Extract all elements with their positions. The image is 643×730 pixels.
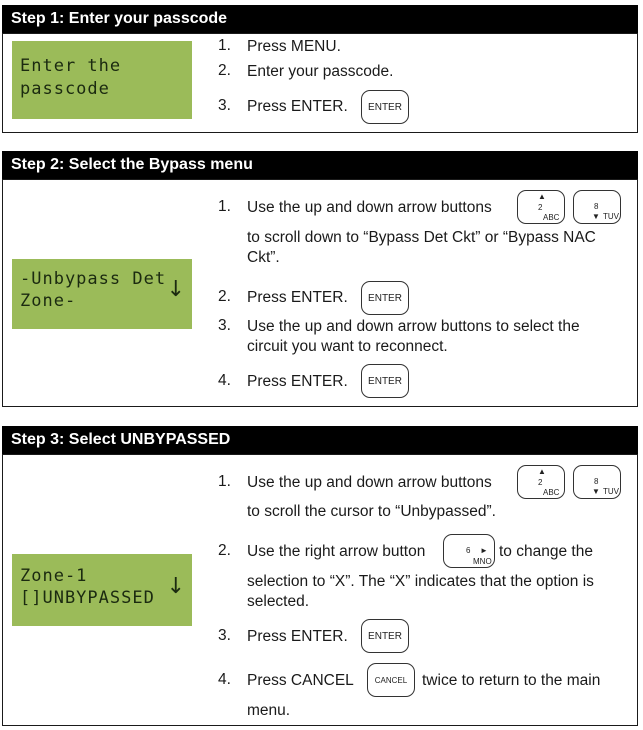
up-arrow-key-icon: ▲ 2 ABC — [517, 465, 565, 499]
enter-key-icon: ENTER — [361, 90, 409, 124]
down-arrow-key-icon: 8 ▼ TUV — [573, 465, 621, 499]
instruction-text: to scroll down to “Bypass Det Ckt” or “Bypass NAC — [247, 229, 596, 246]
instruction-text: Use the right arrow button — [247, 543, 426, 560]
step-number: 2. — [218, 288, 231, 305]
instruction-text: Use the up and down arrow buttons — [247, 199, 492, 216]
step-number: 3. — [218, 627, 231, 644]
step-number: 4. — [218, 671, 231, 688]
lcd-display-step-1 — [12, 41, 192, 119]
instruction-text: Press ENTER. — [247, 98, 348, 115]
instruction-text: selection to “X”. The “X” indicates that the option is — [247, 573, 594, 590]
down-arrow-key-icon: 8 ▼ TUV — [573, 190, 621, 224]
enter-key-icon: ENTER — [361, 281, 409, 315]
lcd-display-step-2 — [12, 259, 192, 329]
step-number: 3. — [218, 317, 231, 334]
lcd-line-2: []UNBYPASSED — [20, 588, 155, 608]
instruction-text: Press CANCEL — [247, 672, 354, 689]
instruction-text: to scroll the cursor to “Unbypassed”. — [247, 503, 496, 520]
lcd-line-2: passcode — [20, 79, 110, 99]
step-number: 4. — [218, 372, 231, 389]
instruction-text: selected. — [247, 593, 310, 610]
up-arrow-key-icon: ▲ 2 ABC — [517, 190, 565, 224]
enter-key-icon: ENTER — [361, 364, 409, 398]
step-number: 2. — [218, 62, 231, 79]
instruction-text: to change the — [499, 543, 593, 560]
down-arrow-icon: ↓ — [166, 277, 186, 302]
instruction-text: Press ENTER. — [247, 289, 348, 306]
down-arrow-icon: ↓ — [166, 574, 186, 599]
lcd-line-2: Zone- — [20, 291, 77, 311]
step-number: 1. — [218, 473, 231, 490]
lcd-line-1: Enter the — [20, 56, 122, 76]
step-number: 1. — [218, 37, 231, 54]
lcd-line-1: Zone-1 — [20, 566, 88, 586]
step-1-header: Step 1: Enter your passcode — [2, 5, 638, 33]
instruction-text: Press MENU. — [247, 38, 341, 55]
instruction-text: twice to return to the main — [422, 672, 601, 689]
instruction-text: Press ENTER. — [247, 628, 348, 645]
lcd-line-1: -Unbypass Det — [20, 269, 167, 289]
cancel-key-icon: CANCEL — [367, 663, 415, 697]
right-arrow-key-icon: 6 ► MNO — [443, 534, 495, 568]
instruction-text: Ckt”. — [247, 249, 280, 266]
instruction-text: Press ENTER. — [247, 373, 348, 390]
step-2-header: Step 2: Select the Bypass menu — [2, 151, 638, 179]
instruction-text: Enter your passcode. — [247, 63, 394, 80]
step-number: 2. — [218, 542, 231, 559]
enter-key-icon: ENTER — [361, 619, 409, 653]
step-number: 3. — [218, 97, 231, 114]
step-number: 1. — [218, 198, 231, 215]
instruction-text: Use the up and down arrow buttons to select the — [247, 318, 580, 335]
step-3-header: Step 3: Select UNBYPASSED — [2, 426, 638, 454]
instruction-text: circuit you want to reconnect. — [247, 338, 448, 355]
instruction-text: menu. — [247, 702, 291, 719]
instruction-text: Use the up and down arrow buttons — [247, 474, 492, 491]
lcd-display-step-3 — [12, 554, 192, 626]
